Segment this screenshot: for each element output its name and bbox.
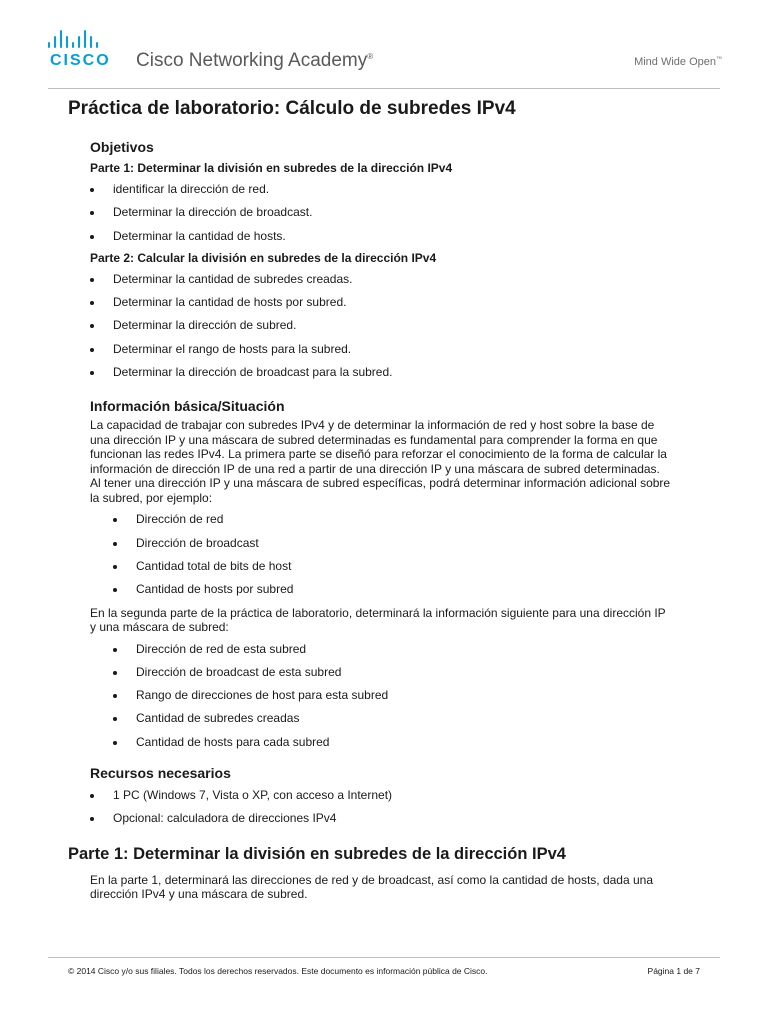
list-item: Rango de direcciones de host para esta subred [68, 684, 708, 707]
footer-divider [48, 957, 720, 958]
header-divider [48, 88, 720, 89]
part1-heading: Parte 1: Determinar la división en subredes de la dirección IPv4 [68, 844, 566, 863]
cisco-logo [48, 30, 111, 69]
objetivos-part2-list [68, 268, 708, 384]
list-item: Determinar la dirección de broadcast para la subred. [68, 361, 708, 384]
info-paragraph-2: En la segunda parte de la práctica de laboratorio, determinará la información siguiente para una dirección IP y una máscara de subred: [90, 605, 666, 635]
document-body [68, 98, 708, 902]
info-heading: Información básica/Situación [90, 398, 285, 415]
list-item: Determinar la cantidad de subredes creadas. [68, 268, 708, 291]
info-paragraph-1: La capacidad de trabajar con subredes IPv4 y de determinar la información de red y host sobre la base de una dirección IP y una máscara de subred determinadas es fundamental para comprender la forma en que funcionan las redes IPv4. La primera parte se diseñó para reforzar el conocimiento de la forma de calcular la información de dirección IP de una red a partir de una dirección IP y una máscara de subred determinadas. Al tener una dirección IP y una máscara de subred específicas, podrá determinar información adicional sobre la subred, por ejemplo: [90, 418, 671, 505]
part1-paragraph: En la parte 1, determinará las direcciones de red y de broadcast, así como la cantidad de hosts, dada una dirección IPv4 y una máscara de subred. [90, 872, 654, 902]
list-item: Dirección de red de esta subred [68, 638, 708, 661]
info-list-1 [68, 508, 708, 601]
list-item: Dirección de broadcast [68, 532, 708, 555]
objetivos-heading: Objetivos [90, 139, 154, 155]
page-title: Práctica de laboratorio: Cálculo de subredes IPv4 [68, 98, 516, 119]
page-header [0, 0, 768, 92]
list-item: 1 PC (Windows 7, Vista o XP, con acceso a Internet) [68, 784, 708, 807]
page-number: Página 1 de 7 [647, 966, 700, 976]
recursos-list [68, 784, 708, 831]
brand-tagline: Mind Wide Open™ [634, 56, 722, 68]
list-item: Dirección de red [68, 508, 708, 531]
list-item: Determinar la cantidad de hosts por subred. [68, 291, 708, 314]
info-list-2 [68, 638, 708, 754]
list-item: Cantidad de subredes creadas [68, 707, 708, 730]
list-item: Cantidad de hosts por subred [68, 578, 708, 601]
brand-name: Cisco Networking Academy® [136, 50, 374, 71]
list-item: Dirección de broadcast de esta subred [68, 661, 708, 684]
list-item: Cantidad total de bits de host [68, 555, 708, 578]
list-item: Determinar el rango de hosts para la subred. [68, 338, 708, 361]
list-item: identificar la dirección de red. [68, 178, 708, 201]
list-item: Cantidad de hosts para cada subred [68, 731, 708, 754]
cisco-wordmark: CISCO [50, 52, 111, 69]
list-item: Determinar la cantidad de hosts. [68, 225, 708, 248]
recursos-heading: Recursos necesarios [90, 765, 231, 782]
objetivos-part1-title: Parte 1: Determinar la división en subredes de la dirección IPv4 [90, 161, 453, 175]
copyright-text: © 2014 Cisco y/o sus filiales. Todos los derechos reservados. Este documento es información pública de Cisco. [68, 966, 488, 976]
cisco-bars-icon [48, 30, 98, 48]
objetivos-part1-list [68, 178, 708, 248]
list-item: Determinar la dirección de subred. [68, 314, 708, 337]
objetivos-part2-title: Parte 2: Calcular la división en subredes de la dirección IPv4 [90, 250, 437, 265]
list-item: Opcional: calculadora de direcciones IPv4 [68, 807, 708, 830]
list-item: Determinar la dirección de broadcast. [68, 201, 708, 224]
